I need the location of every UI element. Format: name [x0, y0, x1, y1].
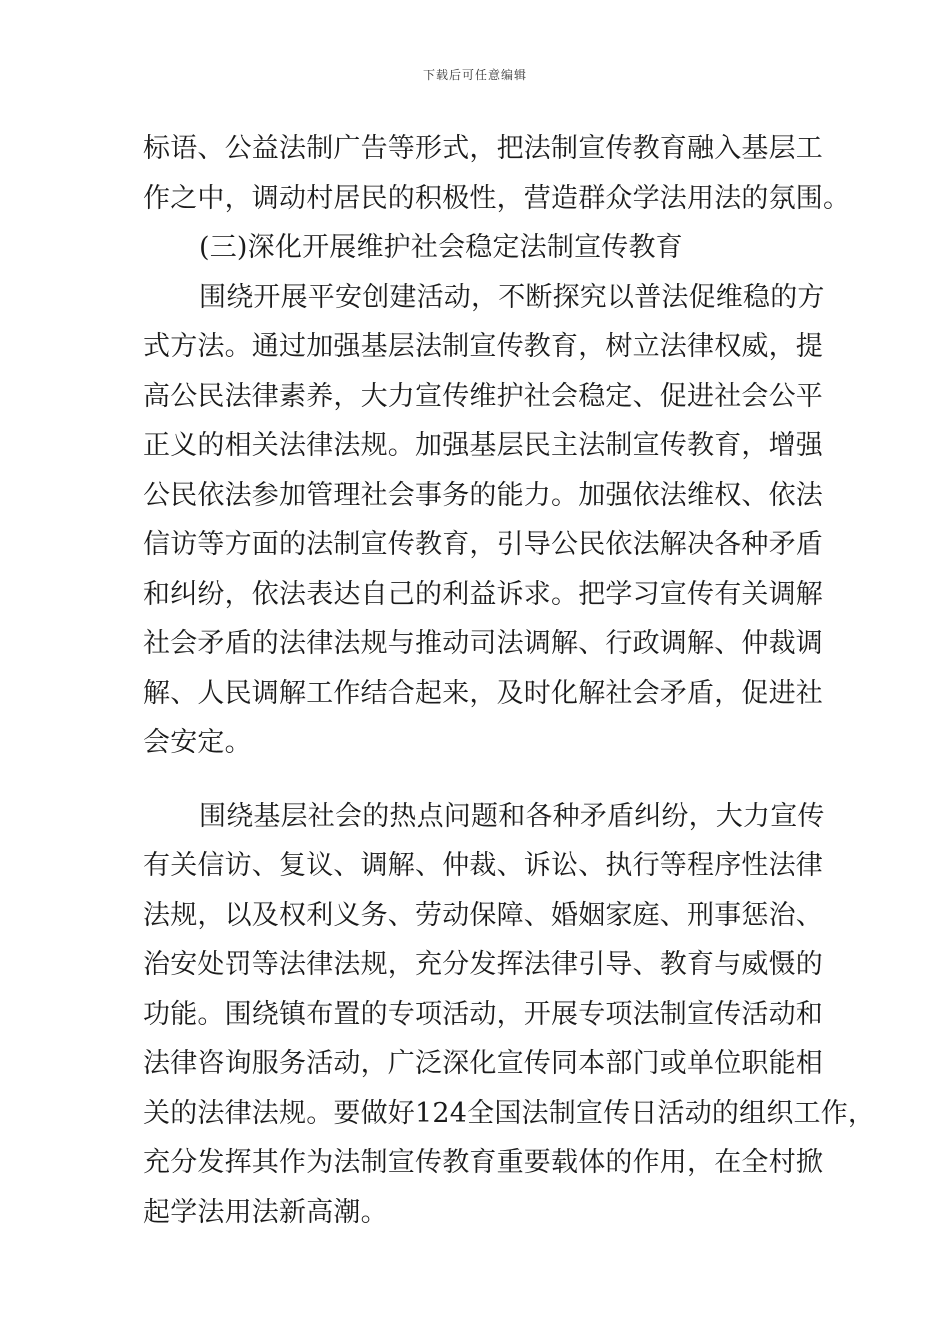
paragraph-line: 关的法律法规。要做好124全国法制宣传日活动的组织工作，	[143, 1097, 876, 1129]
paragraph-line: 功能。围绕镇布置的专项活动，开展专项法制宣传活动和	[143, 998, 823, 1030]
paragraph-line: 围绕开展平安创建活动，不断探究以普法促维稳的方	[199, 281, 825, 313]
paragraph-spacer	[143, 768, 808, 792]
paragraph-line: 法律咨询服务活动，广泛深化宣传同本部门或单位职能相	[143, 1048, 823, 1079]
paragraph-line: 解、人民调解工作结合起来，及时化解社会矛盾，促进社	[143, 677, 823, 709]
paragraph-line: 治安处罚等法律法规，充分发挥法律引导、教育与威慑的	[143, 949, 823, 980]
paragraph-line: 有关信访、复议、调解、仲裁、诉讼、执行等程序性法律	[143, 850, 823, 881]
paragraph-line: 法规，以及权利义务、劳动保障、婚姻家庭、刑事惩治、	[143, 899, 823, 931]
paragraph-line: 充分发挥其作为法制宣传教育重要载体的作用，在全村掀	[143, 1147, 823, 1178]
paragraph-line: 作之中，调动村居民的积极性，营造群众学法用法的氛围。	[143, 182, 851, 214]
section-heading: (三)深化开展维护社会稳定法制宣传教育	[199, 232, 683, 263]
paragraph-line: 正义的相关法律法规。加强基层民主法制宣传教育，增强	[143, 430, 823, 461]
paragraph-line: 式方法。通过加强基层法制宣传教育，树立法律权威，提	[143, 331, 823, 362]
paragraph-line: 高公民法律素养，大力宣传维护社会稳定、促进社会公平	[143, 380, 823, 412]
paragraph-line: 社会矛盾的法律法规与推动司法调解、行政调解、仲裁调	[143, 628, 823, 659]
header-note: 下载后可任意编辑	[422, 68, 527, 82]
paragraph-line: 和纠纷，依法表达自己的利益诉求。把学习宣传有关调解	[143, 578, 823, 610]
paragraph-line: 公民依法参加管理社会事务的能力。加强依法维权、依法	[143, 479, 823, 511]
paragraph-line: 信访等方面的法制宣传教育，引导公民依法解决各种矛盾	[143, 529, 823, 560]
document-body	[143, 124, 876, 1237]
paragraph-line: 标语、公益法制广告等形式，把法制宣传教育融入基层工	[143, 133, 823, 164]
paragraph-line: 会安定。	[143, 727, 252, 758]
paragraph-line: 起学法用法新高潮。	[143, 1196, 388, 1228]
paragraph-line: 围绕基层社会的热点问题和各种矛盾纠纷，大力宣传	[199, 800, 825, 832]
